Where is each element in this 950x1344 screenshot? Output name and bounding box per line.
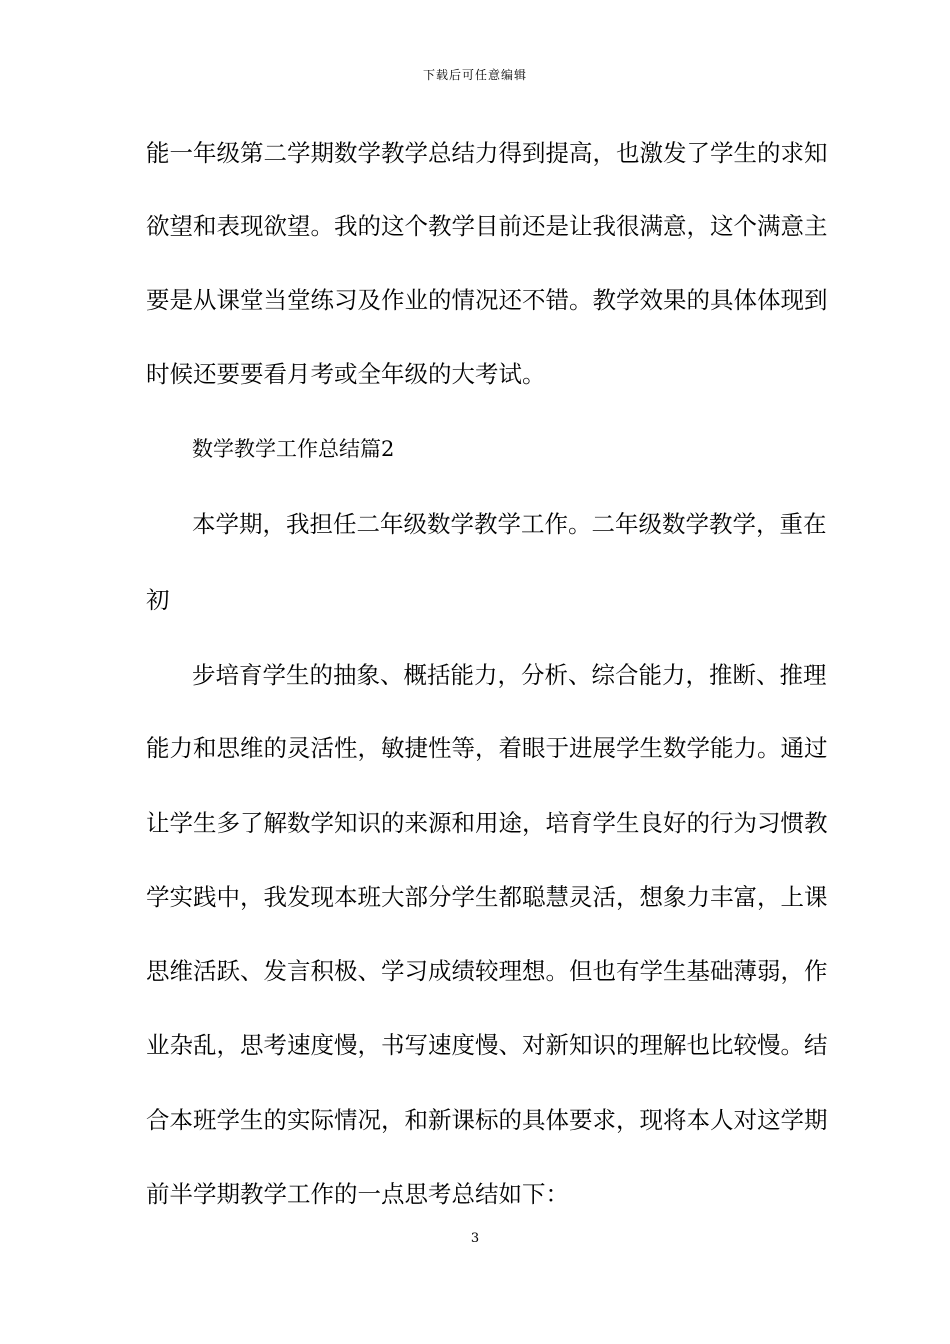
body-line: 本学期，我担任二年级数学教学工作。二年级数学教学，重在 bbox=[192, 510, 827, 538]
body-line: 初 bbox=[146, 586, 170, 614]
body-line: 步培育学生的抽象、概括能力，分析、综合能力，推断、推理 bbox=[192, 661, 827, 689]
body-line: 欲望和表现欲望。我的这个教学目前还是让我很满意，这个满意主 bbox=[146, 212, 828, 240]
body-line: 合本班学生的实际情况，和新课标的具体要求，现将本人对这学期 bbox=[146, 1106, 828, 1134]
body-line: 能一年级第二学期数学教学总结力得到提高，也激发了学生的求知 bbox=[146, 139, 828, 167]
body-line: 让学生多了解数学知识的来源和用途，培育学生良好的行为习惯教 bbox=[146, 809, 828, 837]
body-line: 能力和思维的灵活性，敏捷性等，着眼于进展学生数学能力。通过 bbox=[146, 734, 828, 762]
body-line: 前半学期教学工作的一点思考总结如下： bbox=[146, 1180, 569, 1208]
page-header: 下载后可任意编辑 bbox=[422, 68, 527, 82]
body-line: 业杂乱，思考速度慢，书写速度慢、对新知识的理解也比较慢。结 bbox=[146, 1031, 828, 1059]
section-heading: 数学教学工作总结篇2 bbox=[192, 437, 395, 461]
body-line: 学实践中，我发现本班大部分学生都聪慧灵活，想象力丰富，上课 bbox=[146, 883, 828, 911]
page-number: 3 bbox=[470, 1231, 480, 1246]
body-line: 要是从课堂当堂练习及作业的情况还不错。教学效果的具体体现到 bbox=[146, 286, 828, 314]
body-line: 时候还要要看月考或全年级的大考试。 bbox=[146, 360, 546, 388]
body-line: 思维活跃、发言积极、学习成绩较理想。但也有学生基础薄弱，作 bbox=[146, 957, 828, 985]
